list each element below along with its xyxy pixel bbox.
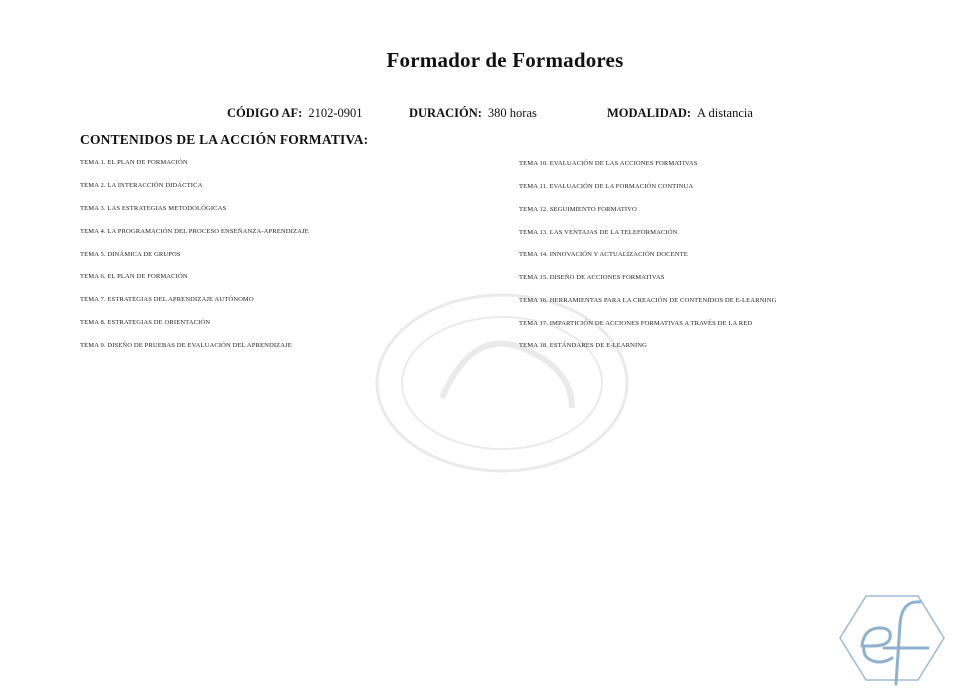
modalidad [607, 106, 753, 121]
topic-item: TEMA 14. INNOVACIÓN Y ACTUALIZACIÓN DOCENTE [519, 251, 688, 258]
duracion-value: 380 horas [487, 106, 537, 120]
duracion-label: DURACIÓN: [409, 106, 482, 120]
stamp-watermark-icon [372, 288, 632, 478]
topic-item: TEMA 17. IMPARTICIÓN DE ACCIONES FORMATIVAS A TRAVÉS DE LA RED [519, 320, 753, 327]
topic-item: TEMA 9. DISEÑO DE PRUEBAS DE EVALUACIÓN DEL APRENDIZAJE [80, 342, 292, 349]
topic-item: TEMA 3. LAS ESTRATEGIAS METODOLÓGICAS [80, 205, 227, 212]
topic-item: TEMA 4. LA PROGRAMACIÓN DEL PROCESO ENSEÑANZA-APRENDIZAJE [80, 228, 309, 235]
modalidad-value: A distancia [697, 106, 753, 120]
codigo-af-label: CÓDIGO AF: [227, 106, 303, 120]
topic-item: TEMA 10. EVALUACIÓN DE LAS ACCIONES FORMATIVAS [519, 160, 698, 167]
modalidad-label: MODALIDAD: [607, 106, 692, 120]
ef-logo-icon [836, 588, 948, 688]
topic-item: TEMA 6. EL PLAN DE FORMACIÓN [80, 273, 188, 280]
topic-item: TEMA 12. SEGUIMIENTO FORMATIVO [519, 206, 637, 213]
topic-item: TEMA 18. ESTÁNDARES DE E-LEARNING [519, 342, 648, 349]
topic-item: TEMA 15. DISEÑO DE ACCIONES FORMATIVAS [519, 274, 665, 281]
document-title: Formador de Formadores [386, 48, 624, 72]
topic-item: TEMA 8. ESTRATEGIAS DE ORIENTACIÓN [80, 319, 211, 326]
codigo-af [227, 106, 363, 121]
section-heading: CONTENIDOS DE LA ACCIÓN FORMATIVA: [80, 132, 369, 147]
topic-item: TEMA 5. DINÁMICA DE GRUPOS [80, 251, 181, 258]
topic-item: TEMA 11. EVALUACIÓN DE LA FORMACIÓN CONTINUA [519, 183, 694, 190]
topic-item: TEMA 1. EL PLAN DE FORMACIÓN [80, 159, 188, 166]
topic-item: TEMA 13. LAS VENTAJAS DE LA TELEFORMACIÓN [519, 229, 678, 236]
topic-item: TEMA 16. HERRAMIENTAS PARA LA CREACIÓN DE CONTENIDOS DE E-LEARNING [519, 297, 777, 304]
topic-item: TEMA 7. ESTRATEGIAS DEL APRENDIZAJE AUTÓNOMO [80, 296, 254, 303]
topic-item: TEMA 2. LA INTERACCIÓN DIDÁCTICA [80, 182, 203, 189]
duracion [409, 106, 537, 121]
codigo-af-value: 2102-0901 [308, 106, 363, 120]
